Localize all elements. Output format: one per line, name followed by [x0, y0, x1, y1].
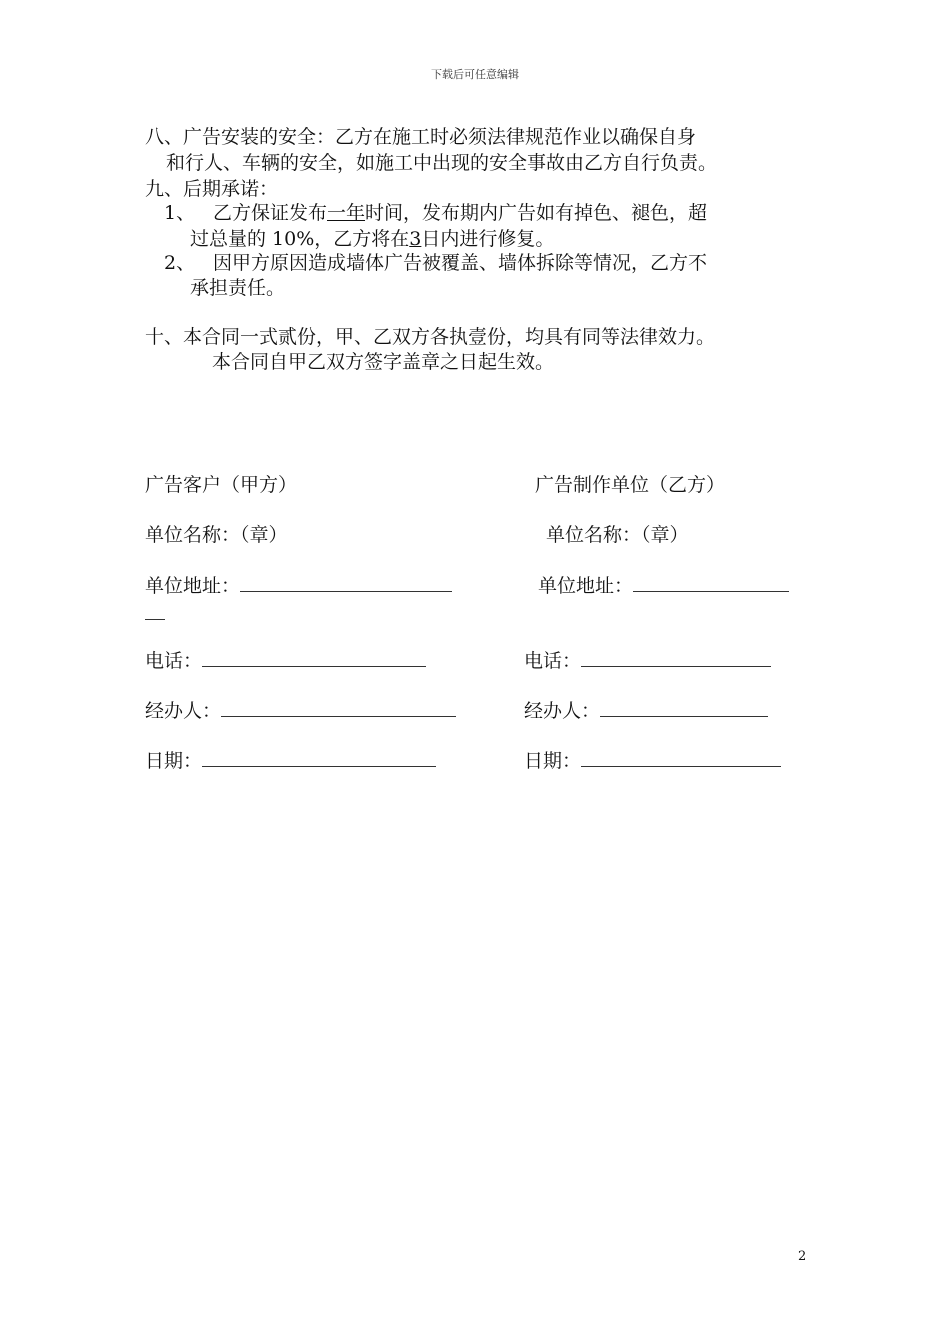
clause-9-item-2-line-2: 承担责任。	[190, 277, 286, 299]
party-b-name-label: 单位名称：（章）	[546, 524, 689, 546]
clause-text: 日内进行修复。	[421, 228, 555, 250]
underlined-term: 一年	[327, 202, 366, 224]
party-b-address-blank	[633, 573, 789, 592]
party-a-date-blank	[202, 748, 436, 767]
party-b-agent-field	[524, 698, 768, 723]
party-a-agent-blank	[221, 698, 456, 717]
party-a-agent-label: 经办人：	[145, 700, 222, 722]
clause-8-line-1: 八、广告安装的安全：乙方在施工时必须法律规范作业以确保自身	[145, 126, 697, 148]
party-a-title: 广告客户（甲方）	[145, 474, 298, 496]
party-a-address-blank	[240, 573, 452, 592]
party-b-agent-label: 经办人：	[524, 700, 601, 722]
clause-9-item-1-line-2	[190, 227, 554, 251]
clause-text: 乙方保证发布	[213, 202, 328, 224]
party-a-phone-label: 电话：	[145, 650, 203, 672]
party-a-phone-field	[145, 648, 426, 673]
clause-text: 过总量的 10%，乙方将在	[190, 228, 410, 250]
party-a-date-field	[145, 748, 436, 773]
party-a-agent-field	[145, 698, 456, 723]
party-a-address-label: 单位地址：	[145, 575, 241, 597]
underlined-term: 3	[409, 228, 422, 250]
party-a-address-blank-continuation	[145, 619, 165, 620]
clause-text: 时间，发布期内广告如有掉色、褪色，超	[365, 202, 708, 224]
party-b-phone-field	[524, 648, 771, 673]
party-b-address-field	[538, 573, 789, 598]
clause-9-title: 九、后期承诺：	[145, 178, 279, 200]
clause-10-line-1: 十、本合同一式贰份，甲、乙双方各执壹份，均具有同等法律效力。	[145, 326, 716, 348]
clause-9-item-2-line-1: 因甲方原因造成墙体广告被覆盖、墙体拆除等情况，乙方不	[213, 252, 708, 274]
party-b-date-label: 日期：	[524, 750, 582, 772]
clause-9-item-2-number: 2、	[164, 252, 196, 274]
page-number: 2	[798, 1249, 807, 1264]
party-b-agent-blank	[600, 698, 768, 717]
clause-8-line-2: 和行人、车辆的安全，如施工中出现的安全事故由乙方自行负责。	[166, 152, 718, 174]
party-b-address-label: 单位地址：	[538, 575, 634, 597]
party-a-phone-blank	[202, 648, 426, 667]
party-a-date-label: 日期：	[145, 750, 203, 772]
party-b-date-field	[524, 748, 781, 773]
clause-9-item-1-number: 1、	[164, 202, 196, 224]
party-b-date-blank	[581, 748, 781, 767]
party-b-phone-label: 电话：	[524, 650, 582, 672]
party-a-address-field	[145, 573, 452, 598]
party-b-phone-blank	[581, 648, 771, 667]
page-header: 下载后可任意编辑	[431, 68, 519, 81]
party-a-name-label: 单位名称：（章）	[145, 524, 288, 546]
party-b-title: 广告制作单位（乙方）	[535, 474, 726, 496]
clause-9-item-1-line-1	[213, 201, 707, 225]
clause-10-line-2: 本合同自甲乙双方签字盖章之日起生效。	[212, 351, 555, 373]
